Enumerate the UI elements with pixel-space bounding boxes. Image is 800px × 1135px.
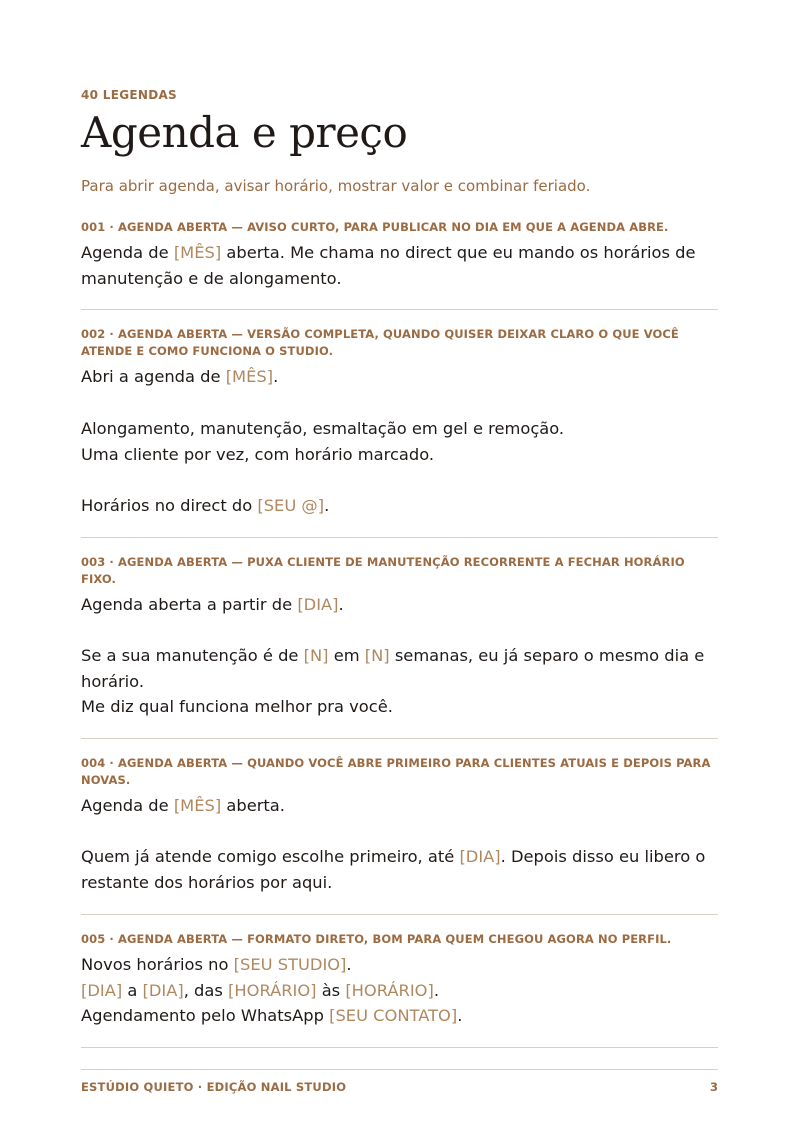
caption-text: Quem já atende comigo escolhe primeiro, até xyxy=(81,847,460,867)
caption-text: aberta. xyxy=(221,796,285,816)
caption-text: . xyxy=(338,594,344,614)
caption-body xyxy=(81,793,718,896)
caption-paragraph xyxy=(81,643,718,720)
caption-text: em xyxy=(328,645,365,665)
placeholder-token: [SEU CONTATO] xyxy=(329,1006,458,1026)
placeholder-token: [DIA] xyxy=(297,594,339,614)
placeholder-token: [N] xyxy=(364,645,390,665)
caption-entry xyxy=(81,219,718,310)
footer-brand: ESTÚDIO QUIETO · EDIÇÃO NAIL STUDIO xyxy=(81,1080,347,1094)
caption-text: Agenda aberta a partir de xyxy=(81,594,298,614)
placeholder-token: [N] xyxy=(303,645,329,665)
caption-paragraph xyxy=(81,493,718,519)
caption-paragraph xyxy=(81,793,718,819)
caption-paragraph xyxy=(81,416,718,467)
placeholder-token: [MÊS] xyxy=(173,243,222,262)
caption-text: aberta. Me chama no direct que eu mando os horários de manutenção e de alongamento. xyxy=(81,243,696,288)
caption-text: Novos horários no xyxy=(81,954,234,974)
caption-label: 002 · AGENDA ABERTA — VERSÃO COMPLETA, QUANDO QUISER DEIXAR CLARO O QUE VOCÊ ATENDE E COMO FUNCIONA O STUDIO. xyxy=(81,327,679,359)
caption-label: 004 · AGENDA ABERTA — QUANDO VOCÊ ABRE PRIMEIRO PARA CLIENTES ATUAIS E DEPOIS PARA NOVAS. xyxy=(81,756,711,788)
footer-divider xyxy=(81,1069,718,1070)
caption-paragraph xyxy=(81,844,718,895)
section-kicker: 40 LEGENDAS xyxy=(81,88,178,102)
caption-text: Agendamento pelo WhatsApp xyxy=(81,1006,330,1026)
document-page xyxy=(81,0,718,1135)
caption-text: Uma cliente por vez, com horário marcado. xyxy=(81,444,435,464)
placeholder-token: [HORÁRIO] xyxy=(228,980,317,1000)
caption-paragraph xyxy=(81,364,718,390)
caption-text: . xyxy=(324,495,330,515)
caption-text: . xyxy=(457,1006,463,1026)
caption-text: , das xyxy=(183,980,229,1000)
caption-text: a xyxy=(122,980,143,1000)
caption-text: semanas, eu já separo o mesmo dia e horário. xyxy=(81,645,705,691)
caption-label: 005 · AGENDA ABERTA — FORMATO DIRETO, BOM PARA QUEM CHEGOU AGORA NO PERFIL. xyxy=(81,931,672,946)
caption-text: Agenda de xyxy=(81,243,174,262)
caption-text: . xyxy=(273,367,279,387)
page-subtitle: Para abrir agenda, avisar horário, mostrar valor e combinar feriado. xyxy=(81,177,591,195)
caption-label: 003 · AGENDA ABERTA — PUXA CLIENTE DE MANUTENÇÃO RECORRENTE A FECHAR HORÁRIO FIXO. xyxy=(81,554,685,586)
caption-entry xyxy=(81,755,718,915)
caption-text: Agenda de xyxy=(81,796,174,816)
caption-text: . xyxy=(346,954,352,974)
placeholder-token: [MÊS] xyxy=(173,796,222,816)
caption-paragraph xyxy=(81,592,718,618)
caption-paragraph xyxy=(81,240,718,291)
placeholder-token: [DIA] xyxy=(81,980,123,1000)
caption-text: às xyxy=(316,980,346,1000)
caption-text: Horários no direct do xyxy=(81,495,258,515)
caption-text: . xyxy=(433,980,439,1000)
placeholder-token: [SEU STUDIO] xyxy=(233,954,347,974)
caption-body xyxy=(81,952,718,1029)
caption-text: Abri a agenda de xyxy=(81,367,226,387)
caption-body xyxy=(81,240,718,291)
placeholder-token: [DIA] xyxy=(142,980,184,1000)
caption-body xyxy=(81,364,718,518)
caption-text: Se a sua manutenção é de xyxy=(81,645,304,665)
placeholder-token: [MÊS] xyxy=(225,367,274,387)
caption-entry xyxy=(81,931,718,1048)
caption-text: . Depois disso eu libero o restante dos horários por aqui. xyxy=(81,847,706,893)
caption-text: Alongamento, manutenção, esmaltação em gel e remoção. xyxy=(81,418,565,438)
placeholder-token: [HORÁRIO] xyxy=(345,980,434,1000)
caption-text: Me diz qual funciona melhor pra você. xyxy=(81,697,393,717)
caption-entry xyxy=(81,326,718,537)
placeholder-token: [DIA] xyxy=(459,847,501,867)
page-title: Agenda e preço xyxy=(81,108,408,157)
page-number: 3 xyxy=(709,1080,718,1094)
caption-label: 001 · AGENDA ABERTA — AVISO CURTO, PARA PUBLICAR NO DIA EM QUE A AGENDA ABRE. xyxy=(81,220,669,234)
placeholder-token: [SEU @] xyxy=(257,495,325,515)
caption-entry xyxy=(81,554,718,740)
caption-body xyxy=(81,592,718,721)
caption-paragraph xyxy=(81,952,718,1029)
caption-list xyxy=(81,219,718,1064)
